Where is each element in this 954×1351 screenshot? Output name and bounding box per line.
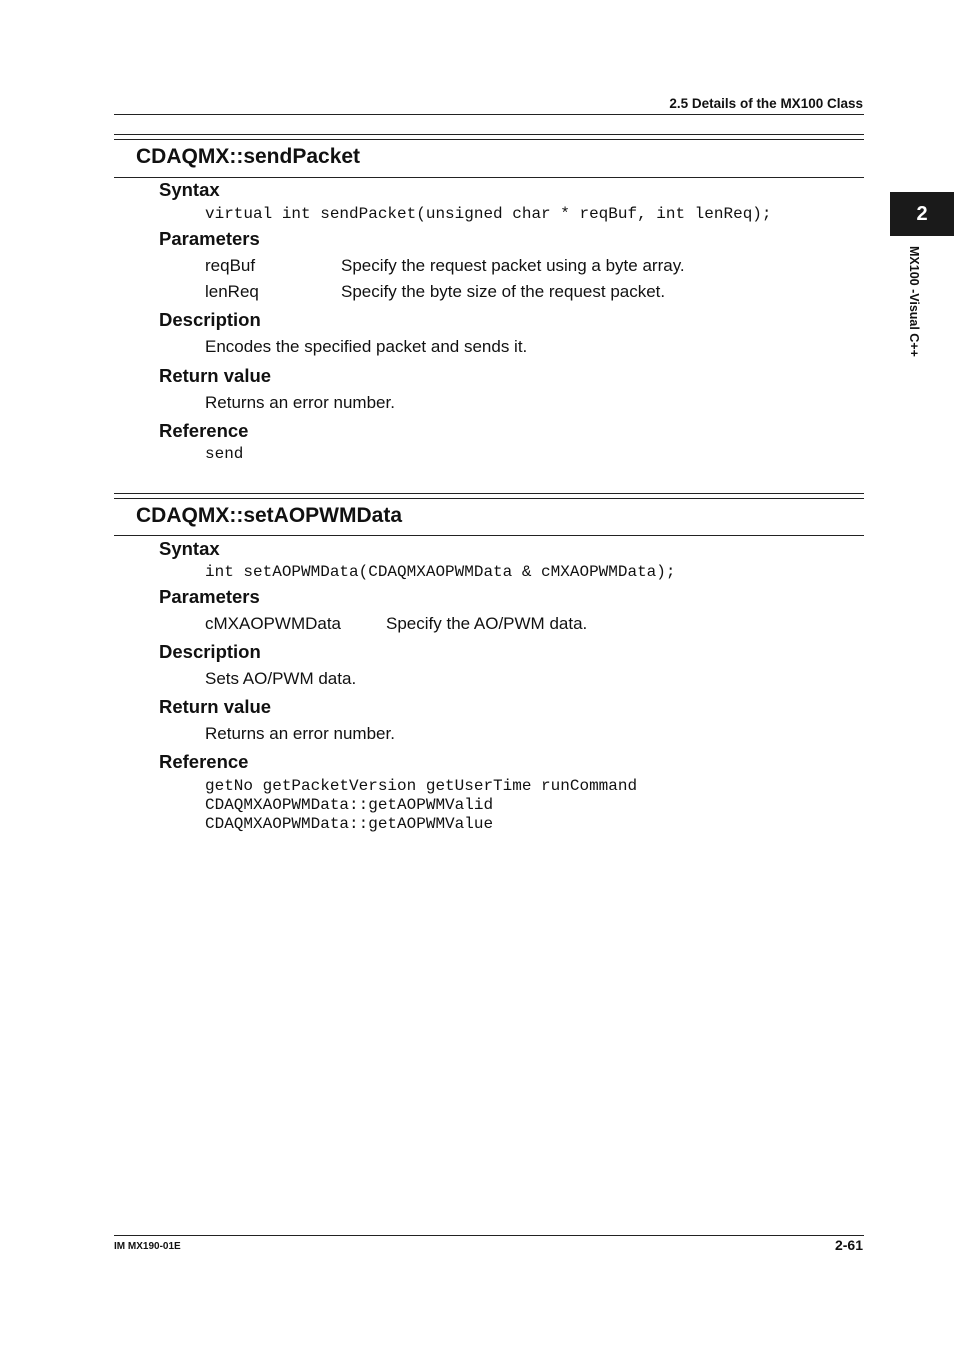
description-text: Sets AO/PWM data. (205, 669, 357, 688)
param-desc: Specify the byte size of the request packet. (341, 282, 666, 301)
return-heading: Return value (159, 696, 272, 717)
param-name: cMXAOPWMData (205, 614, 342, 633)
section-rule-bottom (114, 535, 864, 536)
return-heading: Return value (159, 365, 272, 386)
reference-code: CDAQMXAOPWMData::getAOPWMValid (205, 796, 494, 814)
description-heading: Description (159, 309, 261, 330)
section-rule-top-inner (114, 498, 864, 499)
reference-code: getNo getPacketVersion getUserTime runCommand (205, 777, 638, 795)
description-text: Encodes the specified packet and sends it. (205, 337, 528, 356)
section-rule-bottom (114, 177, 864, 178)
section-rule-top-inner (114, 139, 864, 140)
param-desc: Specify the request packet using a byte array. (341, 256, 685, 275)
footer-rule (114, 1235, 864, 1236)
return-text: Returns an error number. (205, 393, 395, 412)
parameters-heading: Parameters (159, 228, 260, 249)
return-text: Returns an error number. (205, 724, 395, 743)
reference-code: CDAQMXAOPWMData::getAOPWMValue (205, 815, 494, 833)
syntax-code: int setAOPWMData(CDAQMXAOPWMData & cMXAOPWMData); (205, 563, 676, 581)
reference-heading: Reference (159, 420, 249, 441)
section-rule-top (114, 493, 864, 494)
chapter-side-label: MX100 -Visual C++ (907, 246, 921, 357)
reference-code: send (205, 445, 244, 463)
header-rule (114, 114, 864, 115)
param-name: lenReq (205, 282, 259, 301)
section-rule-top (114, 134, 864, 135)
section-title: CDAQMX::setAOPWMData (136, 504, 403, 527)
document-id: IM MX190-01E (114, 1241, 181, 1252)
chapter-tab: 2 (890, 192, 954, 236)
page-number: 2-61 (834, 1237, 863, 1253)
running-header: 2.5 Details of the MX100 Class (669, 96, 863, 111)
parameters-heading: Parameters (159, 586, 260, 607)
syntax-code: virtual int sendPacket(unsigned char * reqBuf, int lenReq); (205, 205, 772, 223)
section-title: CDAQMX::sendPacket (136, 145, 361, 168)
param-desc: Specify the AO/PWM data. (386, 614, 588, 633)
syntax-heading: Syntax (159, 179, 220, 200)
syntax-heading: Syntax (159, 538, 220, 559)
description-heading: Description (159, 641, 261, 662)
param-name: reqBuf (205, 256, 256, 275)
reference-heading: Reference (159, 751, 249, 772)
